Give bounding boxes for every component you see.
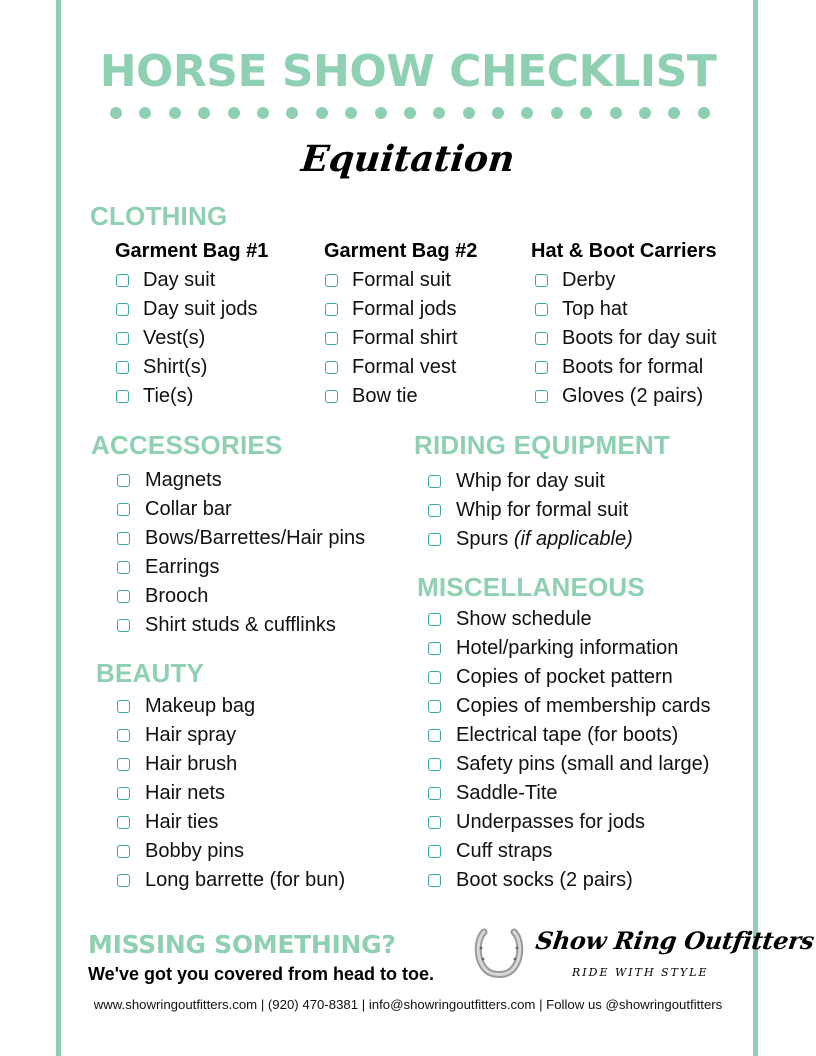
item-label: Boots for formal [562, 356, 704, 378]
checklist-item [535, 266, 717, 295]
item-label: Formal suit [352, 269, 451, 291]
checklist-item [116, 266, 258, 295]
page-title: HORSE SHOW CHECKLIST [99, 46, 717, 97]
section-heading-miscellaneous: MISCELLANEOUS [417, 572, 645, 602]
checklist-hat-boot-carriers [535, 266, 717, 411]
dot-divider [110, 107, 710, 119]
item-label: Hair ties [145, 811, 219, 833]
horseshoe-icon [474, 926, 524, 978]
checklist-item [535, 382, 717, 411]
checklist-item [428, 750, 711, 779]
item-label: Gloves (2 pairs) [562, 385, 704, 407]
checkbox[interactable] [535, 390, 548, 403]
checklist-item [325, 382, 458, 411]
checklist-item [428, 525, 633, 554]
checkbox[interactable] [428, 475, 441, 488]
checkbox[interactable] [428, 504, 441, 517]
item-label: Whip for day suit [456, 470, 605, 492]
column-heading-garment-bag-1: Garment Bag #1 [115, 240, 269, 262]
brand-name: Show Ring Outfitters [533, 926, 816, 955]
checklist-item [428, 721, 711, 750]
checklist-item [117, 837, 345, 866]
item-label: Shirt(s) [143, 356, 208, 378]
checkbox[interactable] [117, 590, 130, 603]
item-label: Magnets [145, 469, 222, 491]
item-label: Copies of membership cards [456, 695, 711, 717]
checkbox[interactable] [428, 671, 441, 684]
page-subtitle: Equitation [299, 138, 517, 180]
checkbox[interactable] [535, 274, 548, 287]
checkbox[interactable] [117, 758, 130, 771]
item-label: Derby [562, 269, 616, 291]
item-label: Electrical tape (for boots) [456, 724, 679, 746]
checkbox[interactable] [428, 845, 441, 858]
checkbox[interactable] [117, 474, 130, 487]
checklist-item [428, 692, 711, 721]
promo-tagline: We've got you covered from head to toe. [88, 964, 435, 984]
brand-tagline: RIDE WITH STYLE [572, 966, 709, 979]
checklist-item [535, 324, 717, 353]
checkbox[interactable] [117, 816, 130, 829]
checklist-item [117, 553, 365, 582]
checklist-item [428, 467, 633, 496]
item-label: Hotel/parking information [456, 637, 679, 659]
checkbox[interactable] [428, 874, 441, 887]
checklist-accessories [117, 466, 365, 640]
checklist-item [117, 495, 365, 524]
checkbox[interactable] [428, 729, 441, 742]
checkbox[interactable] [116, 361, 129, 374]
checklist-item [117, 866, 345, 895]
item-label: Boots for day suit [562, 327, 717, 349]
checklist-item [428, 634, 711, 663]
item-label: Day suit jods [143, 298, 258, 320]
checklist-item [116, 382, 258, 411]
checkbox[interactable] [428, 700, 441, 713]
checkbox[interactable] [117, 729, 130, 742]
checkbox[interactable] [117, 532, 130, 545]
item-label: Spurs [456, 528, 509, 550]
checkbox[interactable] [325, 274, 338, 287]
checkbox[interactable] [117, 700, 130, 713]
checkbox[interactable] [428, 642, 441, 655]
item-label: Saddle-Tite [456, 782, 558, 804]
checkbox[interactable] [535, 332, 548, 345]
item-label: Shirt studs & cufflinks [145, 614, 336, 636]
column-heading-garment-bag-2: Garment Bag #2 [324, 240, 478, 262]
checkbox[interactable] [325, 361, 338, 374]
checkbox[interactable] [117, 874, 130, 887]
item-label: Cuff straps [456, 840, 553, 862]
checkbox[interactable] [428, 533, 441, 546]
checklist-miscellaneous [428, 605, 711, 895]
item-label: Formal vest [352, 356, 457, 378]
item-label: Earrings [145, 556, 220, 578]
checklist-item [428, 779, 711, 808]
item-label: Vest(s) [143, 327, 206, 349]
checkbox[interactable] [116, 274, 129, 287]
item-label: Formal shirt [352, 327, 458, 349]
item-label: Top hat [562, 298, 628, 320]
checkbox[interactable] [428, 758, 441, 771]
checklist-item [535, 295, 717, 324]
checklist-item [325, 266, 458, 295]
checkbox[interactable] [116, 303, 129, 316]
checkbox[interactable] [116, 390, 129, 403]
section-heading-clothing: CLOTHING [90, 201, 228, 231]
checkbox[interactable] [117, 503, 130, 516]
checkbox[interactable] [535, 361, 548, 374]
item-label: Whip for formal suit [456, 499, 629, 521]
item-label: Hair spray [145, 724, 237, 746]
item-label: Hair nets [145, 782, 226, 804]
checklist-item [117, 779, 345, 808]
checklist-item [428, 808, 711, 837]
section-heading-beauty: BEAUTY [96, 658, 205, 688]
checklist-item [325, 324, 458, 353]
checklist-item [535, 353, 717, 382]
item-label: Safety pins (small and large) [456, 753, 710, 775]
item-label: Bow tie [352, 385, 418, 407]
item-label: Boot socks (2 pairs) [456, 869, 633, 891]
item-label: Bows/Barrettes/Hair pins [145, 527, 366, 549]
promo-heading: MISSING SOMETHING? [88, 930, 396, 959]
checklist-item [428, 605, 711, 634]
item-label: Brooch [145, 585, 209, 607]
checkbox[interactable] [117, 845, 130, 858]
checkbox[interactable] [535, 303, 548, 316]
checkbox[interactable] [325, 390, 338, 403]
checklist-item [116, 324, 258, 353]
checkbox[interactable] [428, 613, 441, 626]
item-label: Makeup bag [145, 695, 256, 717]
checklist-item [117, 524, 365, 553]
checklist-item [117, 466, 365, 495]
checkbox[interactable] [117, 561, 130, 574]
checklist-item [117, 721, 345, 750]
section-heading-riding-equipment: RIDING EQUIPMENT [414, 430, 670, 460]
item-label: Copies of pocket pattern [456, 666, 673, 688]
checkbox[interactable] [325, 303, 338, 316]
item-label: Show schedule [456, 608, 592, 630]
item-label: Formal jods [352, 298, 457, 320]
checklist-item [117, 808, 345, 837]
checklist-item [325, 353, 458, 382]
checklist-item [117, 611, 365, 640]
item-label: Collar bar [145, 498, 232, 520]
checkbox[interactable] [116, 332, 129, 345]
checkbox[interactable] [117, 619, 130, 632]
checklist-item [117, 750, 345, 779]
checkbox[interactable] [428, 816, 441, 829]
item-label: Hair brush [145, 753, 238, 775]
item-note: (if applicable) [513, 528, 633, 550]
footer-contact: www.showringoutfitters.com | (920) 470-8381 | info@showringoutfitters.com | Follow us @showringoutfitters [93, 997, 723, 1012]
checklist-item [428, 663, 711, 692]
checklist-item [325, 295, 458, 324]
checklist-garment-bag-1 [116, 266, 258, 411]
item-label: Bobby pins [145, 840, 244, 862]
checkbox[interactable] [428, 787, 441, 800]
checklist-item [428, 866, 711, 895]
checklist-riding-equipment [428, 467, 633, 554]
checklist-item [117, 582, 365, 611]
checklist-item [117, 692, 345, 721]
item-label: Long barrette (for bun) [145, 869, 346, 891]
checklist-item [116, 295, 258, 324]
checklist-item [116, 353, 258, 382]
section-heading-accessories: ACCESSORIES [91, 430, 283, 460]
checkbox[interactable] [117, 787, 130, 800]
column-heading-hat-boot-carriers: Hat & Boot Carriers [531, 240, 717, 262]
checklist-beauty [117, 692, 345, 895]
item-label: Day suit [143, 269, 216, 291]
item-label: Underpasses for jods [456, 811, 645, 833]
item-label: Tie(s) [143, 385, 194, 407]
checklist-item [428, 837, 711, 866]
checklist-item [428, 496, 633, 525]
checkbox[interactable] [325, 332, 338, 345]
checklist-garment-bag-2 [325, 266, 458, 411]
